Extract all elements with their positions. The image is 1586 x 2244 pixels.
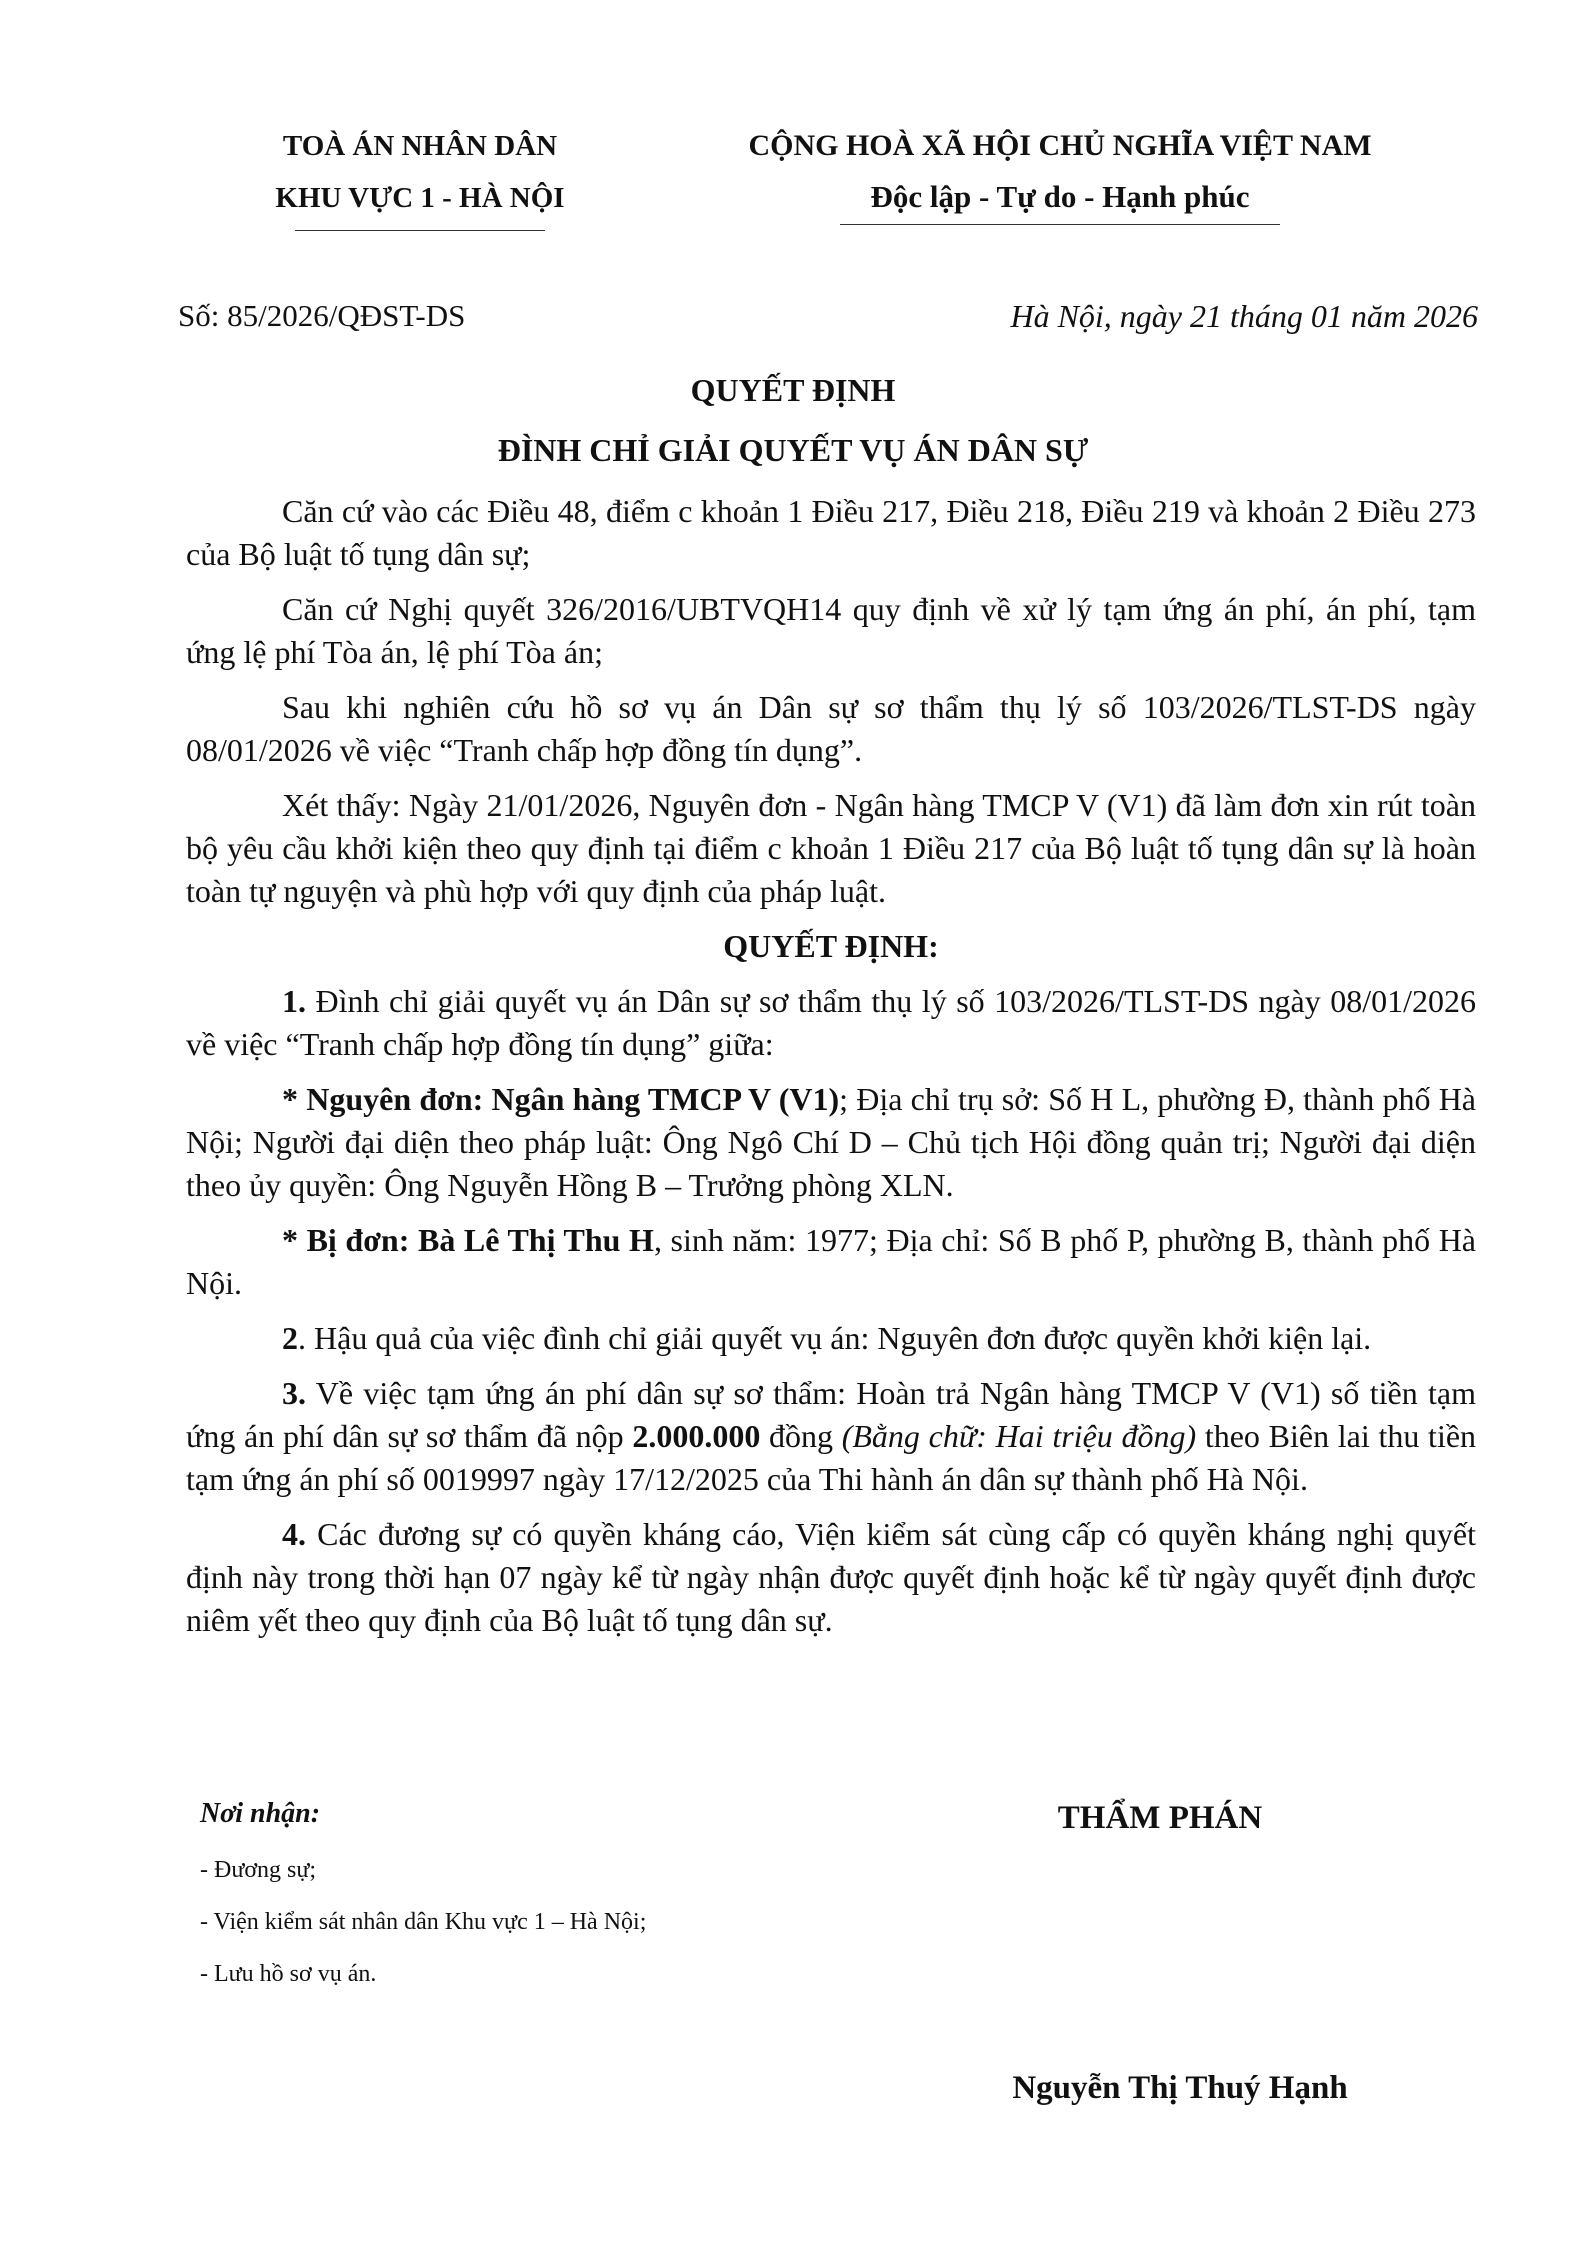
item-text: đồng	[760, 1418, 842, 1454]
defendant-paragraph	[186, 1219, 1476, 1305]
item-number: 4.	[282, 1516, 306, 1552]
defendant-details: , sinh năm: 1977; Địa chỉ: Số B phố P, phường B, thành phố Hà Nội.	[186, 1222, 1477, 1301]
item-text: Các đương sự có quyền kháng cáo, Viện kiểm sát cùng cấp có quyền kháng nghị quyết định này trong thời hạn 07 ngày kể từ ngày nhận được quyết định hoặc kể từ ngày quyết định được niêm yết theo quy định của Bộ luật tố tụng dân sự.	[186, 1516, 1476, 1638]
decision-item-2	[186, 1317, 1476, 1360]
document-body	[186, 490, 1476, 1654]
recipients-block	[200, 1798, 900, 2012]
motto-underline	[840, 224, 1280, 225]
recipients-title: Nơi nhận:	[200, 1798, 321, 1829]
item-text: . Hậu quả của việc đình chỉ giải quyết vụ án: Nguyên đơn được quyền khởi kiện lại.	[298, 1320, 1372, 1356]
item-number: 1.	[282, 983, 306, 1019]
fee-amount-words: (Bằng chữ: Hai triệu đồng)	[841, 1418, 1197, 1454]
preamble-paragraph: Căn cứ Nghị quyết 326/2016/UBTVQH14 quy định về xử lý tạm ứng án phí, án phí, tạm ứng lệ phí Tòa án, lệ phí Tòa án;	[186, 591, 1476, 670]
decision-item-3	[186, 1372, 1476, 1501]
item-text: theo Biên lai thu tiền tạm ứng án phí số 0019997 ngày 17/12/2025 của Thi hành án dân sự thành phố Hà Nội.	[186, 1418, 1477, 1497]
plaintiff-label: * Nguyên đơn: Ngân hàng TMCP V (V1)	[282, 1081, 840, 1117]
recipient-item: - Lưu hồ sơ vụ án.	[200, 1961, 377, 1987]
document-date: Hà Nội, ngày 21 tháng 01 năm 2026	[1010, 298, 1478, 334]
decision-item-1	[186, 980, 1476, 1066]
court-underline	[295, 230, 545, 231]
preamble-paragraph: Xét thấy: Ngày 21/01/2026, Nguyên đơn - Ngân hàng TMCP V (V1) đã làm đơn xin rút toàn bộ yêu cầu khởi kiện theo quy định tại điểm c khoản 1 Điều 217 của Bộ luật tố tụng dân sự là hoàn toàn tự nguyện và phù hợp với quy định của pháp luật.	[186, 787, 1476, 909]
item-text: Về việc tạm ứng án phí dân sự sơ thẩm: Hoàn trả Ngân hàng TMCP V (V1) số tiền tạm ứng án phí dân sự sơ thẩm đã nộp	[186, 1375, 1476, 1454]
item-number: 3.	[282, 1375, 306, 1411]
nation-motto: Độc lập - Tự do - Hạnh phúc	[870, 179, 1250, 214]
decision-heading: QUYẾT ĐỊNH:	[723, 928, 939, 964]
item-text: Đình chỉ giải quyết vụ án Dân sự sơ thẩm thụ lý số 103/2026/TLST-DS ngày 08/01/2026 về việc “Tranh chấp hợp đồng tín dụng” giữa:	[186, 983, 1476, 1062]
preamble-paragraph: Căn cứ vào các Điều 48, điểm c khoản 1 Điều 217, Điều 218, Điều 219 và khoản 2 Điều 273 của Bộ luật tố tụng dân sự;	[186, 493, 1476, 572]
nation-name: CỘNG HOÀ XÃ HỘI CHỦ NGHĨA VIỆT NAM	[748, 129, 1372, 162]
recipient-item: - Viện kiểm sát nhân dân Khu vực 1 – Hà Nội;	[200, 1909, 647, 1935]
signer-role: THẨM PHÁN	[1057, 1800, 1263, 1836]
preamble-paragraph: Sau khi nghiên cứu hồ sơ vụ án Dân sự sơ thẩm thụ lý số 103/2026/TLST-DS ngày 08/01/2026 về việc “Tranh chấp hợp đồng tín dụng”.	[186, 689, 1476, 768]
document-number: Số: 85/2026/QĐST-DS	[178, 298, 466, 333]
item-number: 2	[282, 1320, 298, 1356]
decision-item-4	[186, 1513, 1476, 1642]
plaintiff-details: ; Địa chỉ trụ sở: Số H L, phường Đ, thành phố Hà Nội; Người đại diện theo pháp luật: Ông Ngô Chí D – Chủ tịch Hội đồng quản trị; Người đại diện theo ủy quyền: Ông Nguyễn Hồng B – Trưởng phòng XLN.	[186, 1081, 1476, 1203]
document-title: QUYẾT ĐỊNH	[690, 372, 896, 408]
national-header	[700, 128, 1420, 225]
defendant-label: * Bị đơn: Bà Lê Thị Thu H	[282, 1222, 654, 1258]
court-name: TOÀ ÁN NHÂN DÂN	[282, 130, 558, 162]
fee-amount: 2.000.000	[632, 1418, 761, 1454]
court-header	[190, 128, 650, 231]
plaintiff-paragraph	[186, 1078, 1476, 1207]
recipient-item: - Đương sự;	[200, 1857, 317, 1883]
document-subtitle: ĐÌNH CHỈ GIẢI QUYẾT VỤ ÁN DÂN SỰ	[497, 432, 1089, 468]
signer-name: Nguyễn Thị Thuý Hạnh	[1012, 2070, 1348, 2106]
court-region: KHU VỰC 1 - HÀ NỘI	[275, 182, 565, 214]
